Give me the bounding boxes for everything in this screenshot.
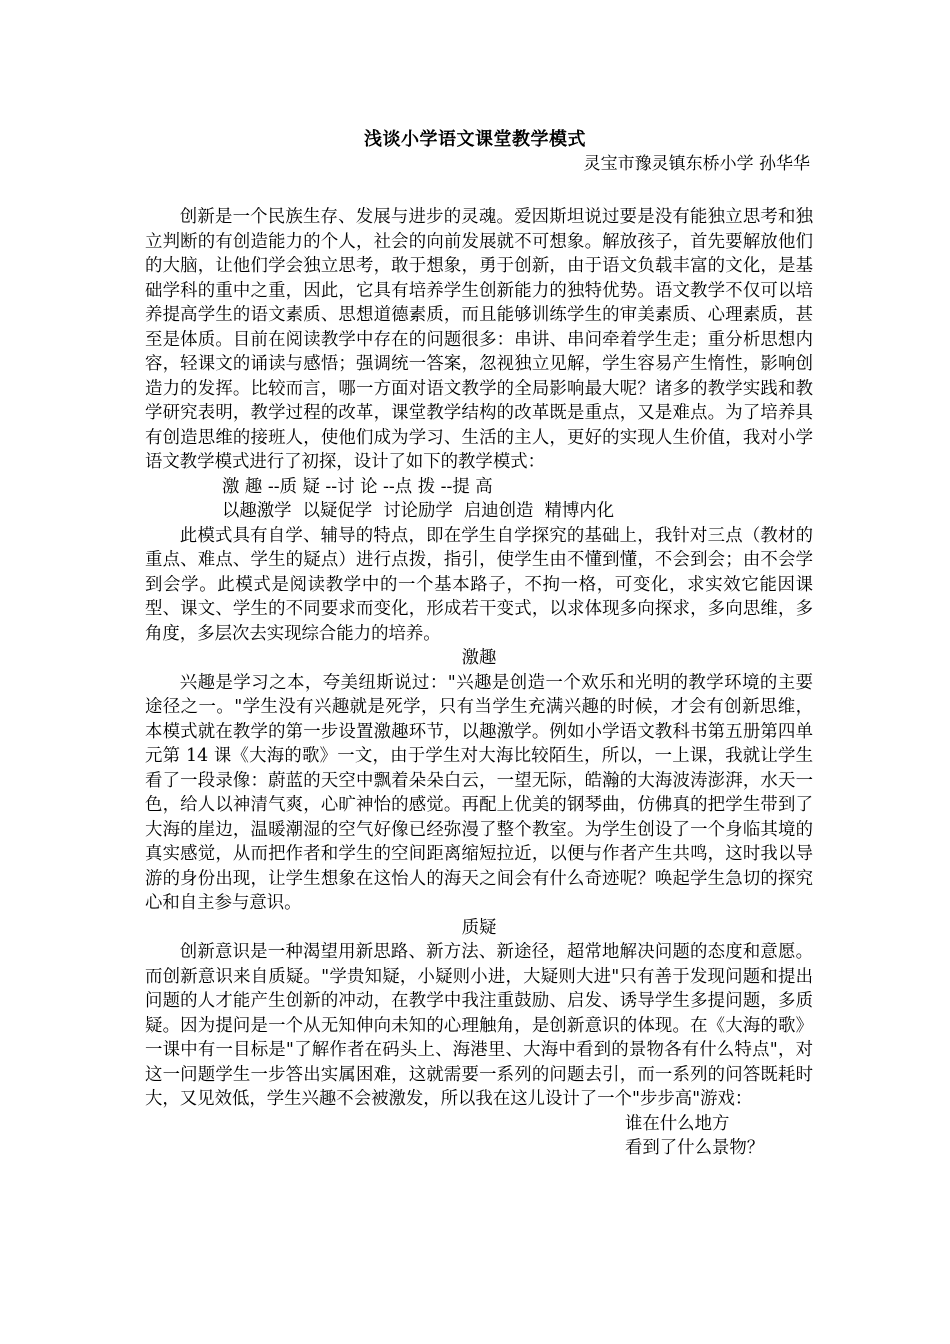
paragraph-intro: 创新是一个民族生存、发展与进步的灵魂。爱因斯坦说过要是没有能独立思考和独立判断的有创造能力的个人，社会的向前发展就不可想象。解放孩子，首先要解放他们的大脑，让他们学会独立思考，敢于想象，勇于创新，由于语文负载丰富的文化，是基础学科的重中之重，因此，它具有培养学生创新能力的独特优势。语文教学不仅可以培养提高学生的语文素质、思想道德素质，而且能够训练学生的审美素质、心理素质，甚至是体质。目前在阅读教学中存在的问题很多：串讲、串问牵着学生走；重分析思想内容，轻课文的诵读与感悟；强调统一答案，忽视独立见解，学生容易产生惰性，影响创造力的发挥。比较而言，哪一方面对语文教学的全局影响最大呢？诸多的教学实践和教学研究表明，教学过程的改革，课堂教学结构的改革既是重点，又是难点。为了培养具有创造思维的接班人，使他们成为学习、生活的主人，更好的实现人生价值，我对小学语文教学模式进行了初探，设计了如下的教学模式： (145, 207, 813, 472)
teaching-mode-phrases: 以趣激学 以疑促学 讨论励学 启迪创造 精博内化 (222, 501, 615, 521)
paragraph-mode-description: 此模式具有自学、辅导的特点，即在学生自学探究的基础上，我针对三点（教材的重点、难点、学生的疑点）进行点拨，指引，使学生由不懂到懂，不会到会；由不会学到会学。此模式是阅读教学中的一个基本路子，不拘一格，可变化，求实效它能因课型、课文、学生的不同要求而变化，形成若干变式，以求体现多向探求，多向思维，多角度，多层次去实现综合能力的培养。 (145, 525, 813, 644)
teaching-mode-steps: 激 趣 --质 疑 --讨 论 --点 拨 --提 高 (222, 476, 493, 497)
document-title: 浅谈小学语文课堂教学模式 (364, 129, 586, 150)
game-line-1: 谁在什么地方 (625, 1113, 730, 1134)
section-heading-zhiyi: 质疑 (461, 917, 497, 938)
paragraph-jiqu: 兴趣是学习之本，夸美纽斯说过："兴趣是创造一个欢乐和光明的教学环境的主要途径之一。"学生没有兴趣就是死学，只有当学生充满兴趣的时候，才会有创新思维，本模式就在教学的第一步设置激趣环节，以趣激学。例如小学语文教科书第五册第四单元第 14 课《大海的歌》一文，由于学生对大海比较陌生，所以，一上课，我就让学生看了一段录像：蔚蓝的天空中飘着朵朵白云，一望无际，皓瀚的大海波涛澎湃，水天一色，给人以神清气爽，心旷神怡的感觉。再配上优美的钢琴曲，仿佛真的把学生带到了大海的崖边，温暖潮湿的空气好像已经弥漫了整个教室。为学生创设了一个身临其境的真实感觉，从而把作者和学生的空间距离缩短拉近，以便与作者产生共鸣，这时我以导游的身份出现，让学生想象在这怡人的海天之间会有什么奇迹呢？唤起学生急切的探究心和自主参与意识。 (145, 672, 813, 913)
game-line-2: 看到了什么景物？ (625, 1138, 765, 1158)
author-line: 灵宝市豫灵镇东桥小学 孙华华 (583, 154, 810, 174)
section-heading-jiqu: 激趣 (461, 648, 497, 668)
document-body (145, 205, 813, 1161)
paragraph-zhiyi: 创新意识是一种渴望用新思路、新方法、新途径，超常地解决问题的态度和意愿。而创新意识来自质疑。"学贵知疑，小疑则小进，大疑则大进"只有善于发现问题和提出问题的人才能产生创新的冲动，在教学中我注重鼓励、启发、诱导学生多提问题，多质疑。因为提问是一个从无知伸向未知的心理触角，是创新意识的体现。在《大海的歌》一课中有一目标是"了解作者在码头上、海港里、大海中看到的景物各有什么特点"，对这一问题学生一步答出实属困难，这就需要一系列的问题去引，而一系列的问答既耗时大，又见效低，学生兴趣不会被激发，所以我在这儿设计了一个"步步高"游戏： (145, 942, 813, 1109)
